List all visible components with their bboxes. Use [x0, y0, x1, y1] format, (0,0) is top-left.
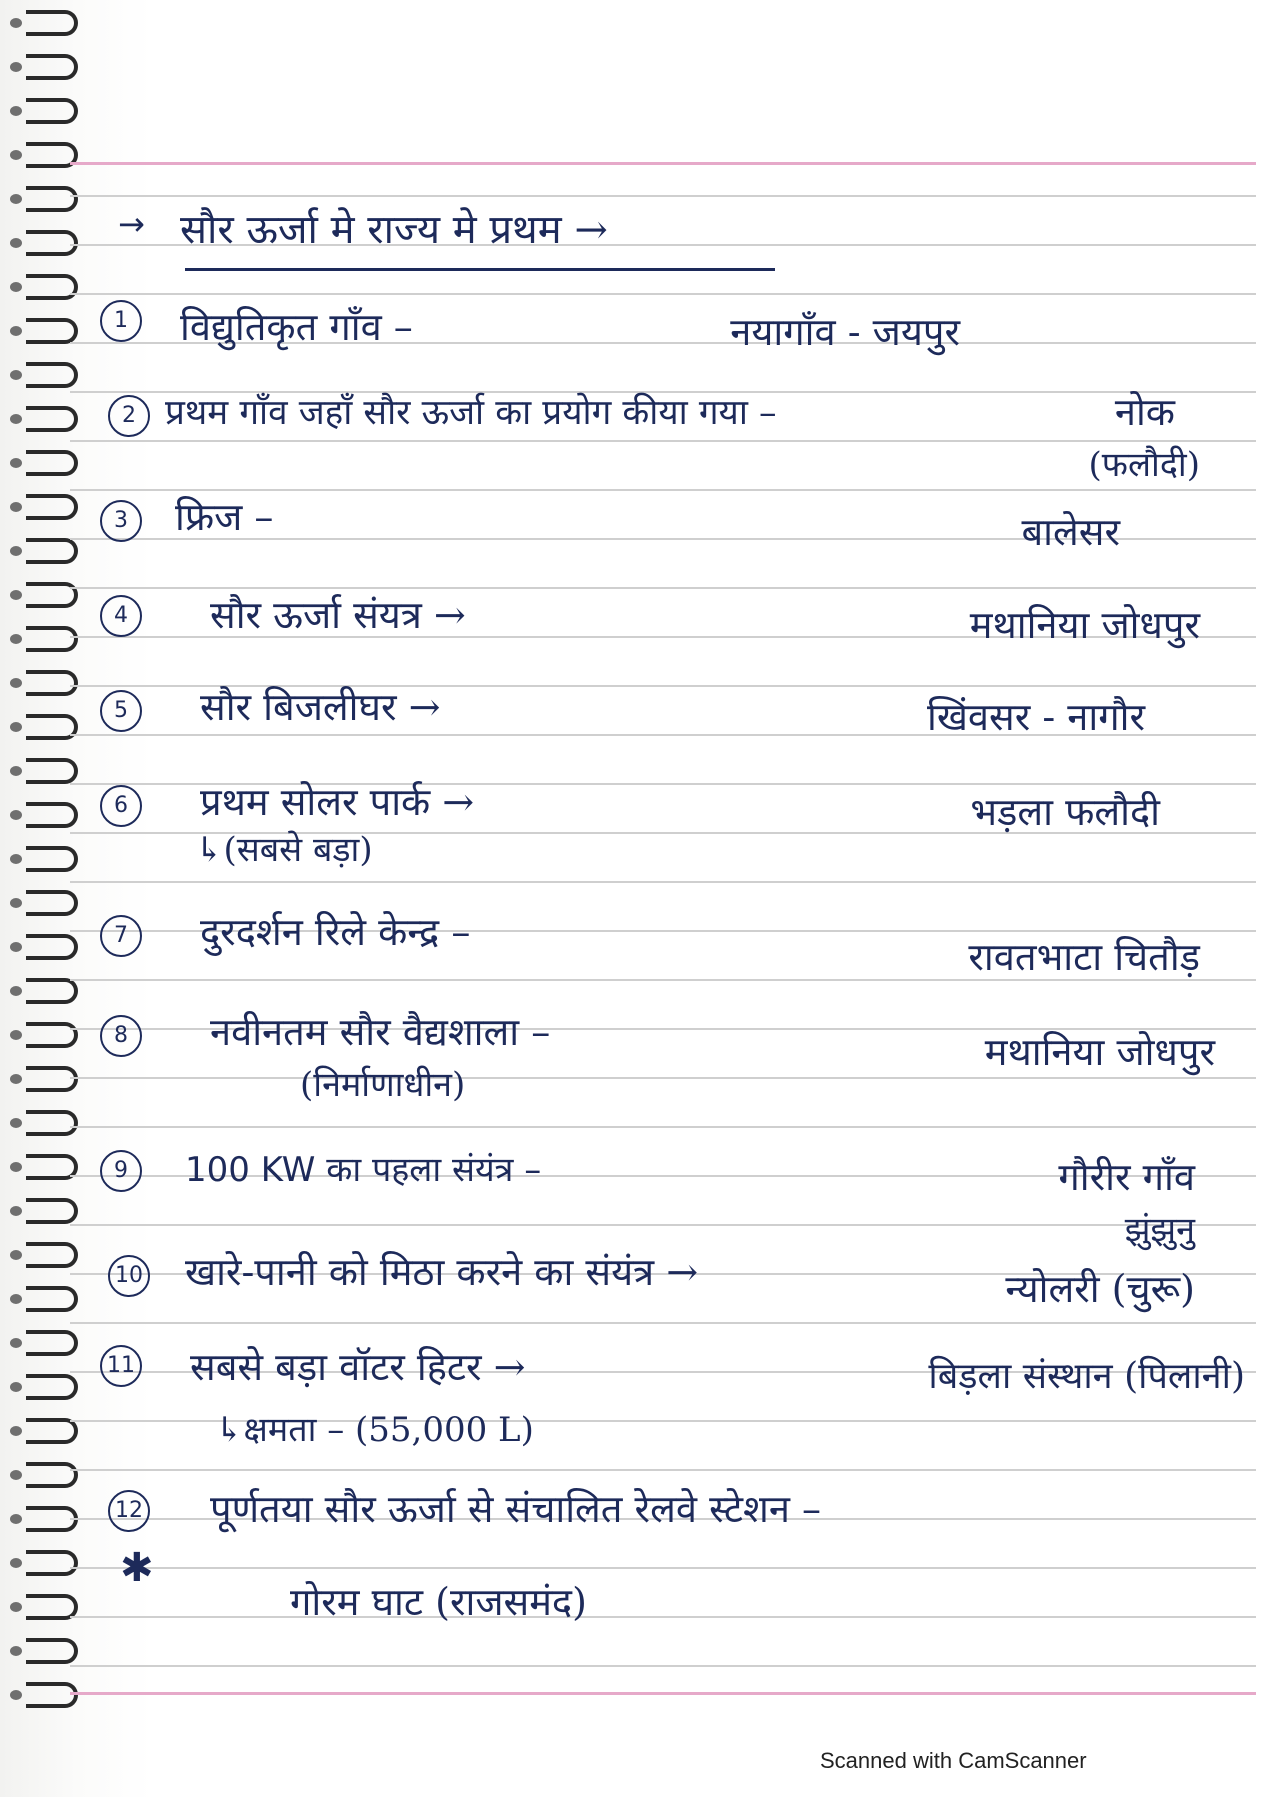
ruled-line	[70, 195, 1256, 197]
binding-hole	[10, 1426, 22, 1436]
item-label: पूर्णतया सौर ऊर्जा से संचालित रेलवे स्टेशन –	[210, 1487, 822, 1531]
item-number: 2	[108, 395, 150, 437]
item-label: सौर ऊर्जा संयत्र →	[210, 593, 466, 637]
item-value: बिड़ला संस्थान (पिलानी)	[928, 1356, 1245, 1397]
item-number: 9	[100, 1150, 142, 1192]
item-subvalue: (फलौदी)	[1088, 445, 1200, 485]
binding-hole	[10, 62, 22, 72]
item-subvalue: ↳(सबसे बड़ा)	[195, 830, 373, 870]
item-value: बालेसर	[1021, 510, 1120, 554]
item-subvalue: झुंझुनु	[1124, 1210, 1195, 1250]
spiral-ring	[26, 10, 78, 36]
item-number: 6	[100, 785, 142, 827]
binding-hole	[10, 1514, 22, 1524]
ruled-line	[70, 440, 1256, 442]
binding-hole	[10, 1206, 22, 1216]
item-label: सौर बिजलीघर →	[200, 685, 441, 729]
binding-hole	[10, 150, 22, 160]
spiral-ring	[26, 406, 78, 432]
spiral-ring	[26, 362, 78, 388]
spiral-ring	[26, 186, 78, 212]
item-label: सबसे बड़ा वॉटर हिटर →	[190, 1345, 526, 1389]
binding-hole	[10, 590, 22, 600]
item-number: 5	[100, 690, 142, 732]
spiral-ring	[26, 582, 78, 608]
binding-hole	[10, 326, 22, 336]
binding-hole	[10, 370, 22, 380]
item-value: मथानिया जोधपुर	[969, 603, 1200, 647]
item-label: प्रथम सोलर पार्क →	[200, 780, 475, 824]
page-heading: सौर ऊर्जा मे राज्य मे प्रथम →	[180, 207, 608, 253]
spiral-ring	[26, 1110, 78, 1136]
spiral-ring	[26, 1022, 78, 1048]
binding-hole	[10, 1558, 22, 1568]
item-value: खिंवसर - नागौर	[927, 695, 1145, 739]
item-label: 100 KW का पहला संयंत्र –	[185, 1150, 542, 1190]
spiral-ring	[26, 802, 78, 828]
item-value: मथानिया जोधपुर	[984, 1030, 1215, 1074]
binding-hole	[10, 898, 22, 908]
item-value: नयागाँव - जयपुर	[730, 310, 960, 354]
binding-hole	[10, 1470, 22, 1480]
binding-hole	[10, 1030, 22, 1040]
item-label: विद्युतिकृत गाँव –	[180, 305, 413, 349]
binding-hole	[10, 18, 22, 28]
spiral-ring	[26, 1374, 78, 1400]
spiral-ring	[26, 538, 78, 564]
item-label: खारे-पानी को मिठा करने का संयंत्र →	[185, 1250, 699, 1294]
binding-hole	[10, 502, 22, 512]
ruled-line	[70, 1469, 1256, 1471]
item-label: फ्रिज –	[175, 495, 274, 539]
binding-hole	[10, 1602, 22, 1612]
binding-hole	[10, 854, 22, 864]
binding-hole	[10, 414, 22, 424]
binding-hole	[10, 1338, 22, 1348]
binding-hole	[10, 766, 22, 776]
spiral-ring	[26, 758, 78, 784]
item-label: नवीनतम सौर वैद्यशाला –	[210, 1010, 551, 1054]
binding-hole	[10, 986, 22, 996]
spiral-ring	[26, 318, 78, 344]
item-label: दुरदर्शन रिले केन्द्र –	[200, 910, 471, 954]
binding-hole	[10, 1118, 22, 1128]
ruled-line	[70, 1616, 1256, 1618]
binding-hole	[10, 1250, 22, 1260]
binding-hole	[10, 1294, 22, 1304]
spiral-ring	[26, 1286, 78, 1312]
binding-hole	[10, 1382, 22, 1392]
spiral-ring	[26, 670, 78, 696]
binding-hole	[10, 238, 22, 248]
item-number: 3	[100, 500, 142, 542]
spiral-ring	[26, 714, 78, 740]
spiral-ring	[26, 54, 78, 80]
spiral-ring	[26, 1550, 78, 1576]
binding-hole	[10, 194, 22, 204]
item-number: 1	[100, 300, 142, 342]
item-subvalue: ↳क्षमता – (55,000 L)	[215, 1410, 534, 1450]
spiral-ring	[26, 1462, 78, 1488]
top-margin-line	[70, 162, 1256, 165]
binding-hole	[10, 282, 22, 292]
spiral-binding	[10, 0, 80, 1797]
spiral-ring	[26, 274, 78, 300]
item-number: 10	[108, 1255, 150, 1297]
ruled-line	[70, 881, 1256, 883]
item-value: गौरीर गाँव	[1058, 1155, 1195, 1199]
item-value: न्योलरी (चुरू)	[1005, 1267, 1195, 1311]
star-mark-icon: ✱	[120, 1545, 154, 1591]
binding-hole	[10, 1162, 22, 1172]
binding-hole	[10, 1690, 22, 1700]
item-number: 12	[108, 1490, 150, 1532]
item-number: 11	[100, 1345, 142, 1387]
binding-hole	[10, 1646, 22, 1656]
spiral-ring	[26, 846, 78, 872]
binding-hole	[10, 722, 22, 732]
ruled-line	[70, 1322, 1256, 1324]
spiral-ring	[26, 1330, 78, 1356]
spiral-ring	[26, 1066, 78, 1092]
ruled-line	[70, 1665, 1256, 1667]
binding-hole	[10, 634, 22, 644]
spiral-ring	[26, 890, 78, 916]
spiral-ring	[26, 626, 78, 652]
spiral-ring	[26, 230, 78, 256]
ruled-line	[70, 1077, 1256, 1079]
item-subvalue: (निर्माणाधीन)	[300, 1065, 466, 1105]
binding-hole	[10, 106, 22, 116]
binding-hole	[10, 678, 22, 688]
item-value: नोक	[1114, 390, 1175, 434]
item-value: रावतभाटा चितौड़	[968, 935, 1200, 979]
ruled-line	[70, 1126, 1256, 1128]
item-label: प्रथम गाँव जहाँ सौर ऊर्जा का प्रयोग कीया गया –	[165, 393, 777, 433]
ruled-line	[70, 1224, 1256, 1226]
binding-hole	[10, 458, 22, 468]
spiral-ring	[26, 1242, 78, 1268]
ruled-line	[70, 1567, 1256, 1569]
scanner-watermark: Scanned with CamScanner	[820, 1748, 1087, 1773]
arrow-icon: →	[118, 205, 145, 243]
item-value: भड़ला फलौदी	[970, 790, 1160, 834]
spiral-ring	[26, 1638, 78, 1664]
heading-underline	[185, 268, 775, 271]
item-number: 4	[100, 595, 142, 637]
binding-hole	[10, 810, 22, 820]
spiral-ring	[26, 978, 78, 1004]
spiral-ring	[26, 934, 78, 960]
binding-hole	[10, 942, 22, 952]
spiral-ring	[26, 1198, 78, 1224]
item-number: 7	[100, 915, 142, 957]
spiral-ring	[26, 494, 78, 520]
item-subvalue: गोरम घाट (राजसमंद)	[290, 1580, 587, 1624]
spiral-ring	[26, 98, 78, 124]
bottom-margin-line	[70, 1692, 1256, 1695]
item-number: 8	[100, 1015, 142, 1057]
binding-hole	[10, 1074, 22, 1084]
spiral-ring	[26, 450, 78, 476]
binding-hole	[10, 546, 22, 556]
ruled-line	[70, 293, 1256, 295]
spiral-ring	[26, 1682, 78, 1708]
